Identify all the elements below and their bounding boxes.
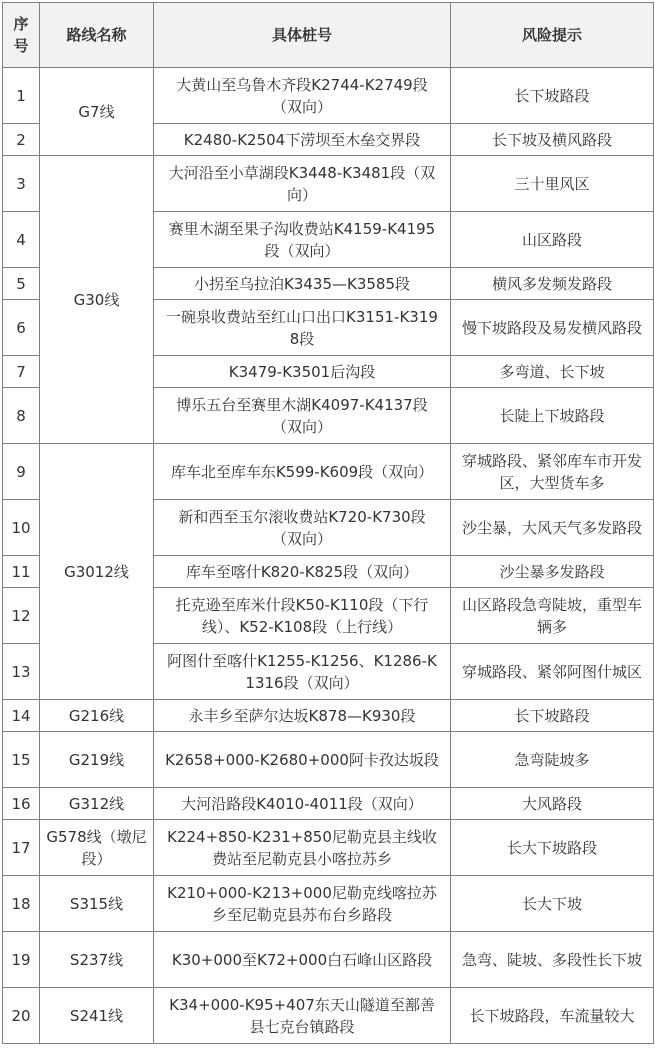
pile-number: 托克逊至库米什段K50-K110段（下行线）、K52-K108段（上行线） <box>154 588 451 644</box>
route-name: G3012线 <box>40 444 154 700</box>
pile-number: K210+000-K213+000尼勒克线喀拉苏乡至尼勒克县苏布台乡路段 <box>154 876 451 932</box>
route-name: G219线 <box>40 732 154 788</box>
pile-number: 库车北至库车东K599-K609段（双向） <box>154 444 451 500</box>
row-no: 20 <box>3 988 40 1044</box>
pile-number: K2658+000-K2680+000阿卡孜达坂段 <box>154 732 451 788</box>
row-no: 18 <box>3 876 40 932</box>
risk-tip: 长下坡路段，车流量较大 <box>451 988 654 1044</box>
row-no: 8 <box>3 388 40 444</box>
table-row <box>3 68 654 124</box>
route-name: G312线 <box>40 788 154 820</box>
row-no: 5 <box>3 268 40 300</box>
row-no: 14 <box>3 700 40 732</box>
pile-number: K30+000至K72+000白石峰山区路段 <box>154 932 451 988</box>
row-no: 9 <box>3 444 40 500</box>
pile-number: 永丰乡至萨尔达坂K878—K930段 <box>154 700 451 732</box>
pile-number: K224+850-K231+850尼勒克县主线收费站至尼勒克县小喀拉苏乡 <box>154 820 451 876</box>
table-row <box>3 788 654 820</box>
row-no: 13 <box>3 644 40 700</box>
table-row <box>3 444 654 500</box>
risk-road-table <box>2 2 654 1044</box>
row-no: 7 <box>3 356 40 388</box>
pile-number: 大黄山至乌鲁木齐段K2744-K2749段（双向） <box>154 68 451 124</box>
risk-tip: 沙尘暴，大风天气多发路段 <box>451 500 654 556</box>
table-row <box>3 732 654 788</box>
route-name: G30线 <box>40 156 154 444</box>
risk-tip: 长大下坡 <box>451 876 654 932</box>
row-no: 6 <box>3 300 40 356</box>
risk-tip: 急弯陡坡多 <box>451 732 654 788</box>
row-no: 10 <box>3 500 40 556</box>
pile-number: K34+000-K95+407东天山隧道至鄯善县七克台镇路段 <box>154 988 451 1044</box>
risk-tip: 沙尘暴多发路段 <box>451 556 654 588</box>
table-row <box>3 876 654 932</box>
risk-tip: 长大下坡路段 <box>451 820 654 876</box>
risk-tip: 慢下坡路段及易发横风路段 <box>451 300 654 356</box>
pile-number: 大河沿路段K4010-4011段（双向） <box>154 788 451 820</box>
route-name: S241线 <box>40 988 154 1044</box>
header-row <box>3 3 654 68</box>
row-no: 16 <box>3 788 40 820</box>
pile-number: 小拐至乌拉泊K3435—K3585段 <box>154 268 451 300</box>
risk-tip: 长下坡及横风路段 <box>451 124 654 156</box>
route-name: G7线 <box>40 68 154 156</box>
risk-tip: 多弯道、长下坡 <box>451 356 654 388</box>
pile-number: 阿图什至喀什K1255-K1256、K1286-K1316段（双向） <box>154 644 451 700</box>
risk-tip: 横风多发频发路段 <box>451 268 654 300</box>
pile-number: 博乐五台至赛里木湖K4097-K4137段（双向） <box>154 388 451 444</box>
table-row <box>3 156 654 212</box>
risk-tip: 穿城路段、紧邻阿图什城区 <box>451 644 654 700</box>
row-no: 1 <box>3 68 40 124</box>
pile-number: 新和西至玉尔滚收费站K720-K730段（双向） <box>154 500 451 556</box>
row-no: 3 <box>3 156 40 212</box>
row-no: 2 <box>3 124 40 156</box>
table-row <box>3 988 654 1044</box>
header-route: 路线名称 <box>40 3 154 68</box>
row-no: 17 <box>3 820 40 876</box>
row-no: 11 <box>3 556 40 588</box>
header-no: 序号 <box>3 3 40 68</box>
risk-tip: 长下坡路段 <box>451 700 654 732</box>
row-no: 19 <box>3 932 40 988</box>
risk-tip: 山区路段 <box>451 212 654 268</box>
pile-number: K3479-K3501后沟段 <box>154 356 451 388</box>
pile-number: K2480-K2504下涝坝至木垒交界段 <box>154 124 451 156</box>
row-no: 12 <box>3 588 40 644</box>
route-name: S237线 <box>40 932 154 988</box>
row-no: 15 <box>3 732 40 788</box>
risk-tip: 山区路段急弯陡坡，重型车辆多 <box>451 588 654 644</box>
risk-tip: 长陡上下坡路段 <box>451 388 654 444</box>
route-name: G578线（墩尼段） <box>40 820 154 876</box>
pile-number: 大河沿至小草湖段K3448-K3481段（双向） <box>154 156 451 212</box>
row-no: 4 <box>3 212 40 268</box>
risk-tip: 三十里风区 <box>451 156 654 212</box>
risk-tip: 急弯、陡坡、多段性长下坡 <box>451 932 654 988</box>
table-row <box>3 700 654 732</box>
risk-tip: 穿城路段、紧邻库车市开发区，大型货车多 <box>451 444 654 500</box>
risk-tip: 长下坡路段 <box>451 68 654 124</box>
header-risk: 风险提示 <box>451 3 654 68</box>
route-name: S315线 <box>40 876 154 932</box>
table-row <box>3 932 654 988</box>
pile-number: 库车至喀什K820-K825段（双向） <box>154 556 451 588</box>
header-pile: 具体桩号 <box>154 3 451 68</box>
route-name: G216线 <box>40 700 154 732</box>
table-row <box>3 820 654 876</box>
pile-number: 赛里木湖至果子沟收费站K4159-K4195段（双向） <box>154 212 451 268</box>
risk-tip: 大风路段 <box>451 788 654 820</box>
pile-number: 一碗泉收费站至红山口出口K3151-K3198段 <box>154 300 451 356</box>
